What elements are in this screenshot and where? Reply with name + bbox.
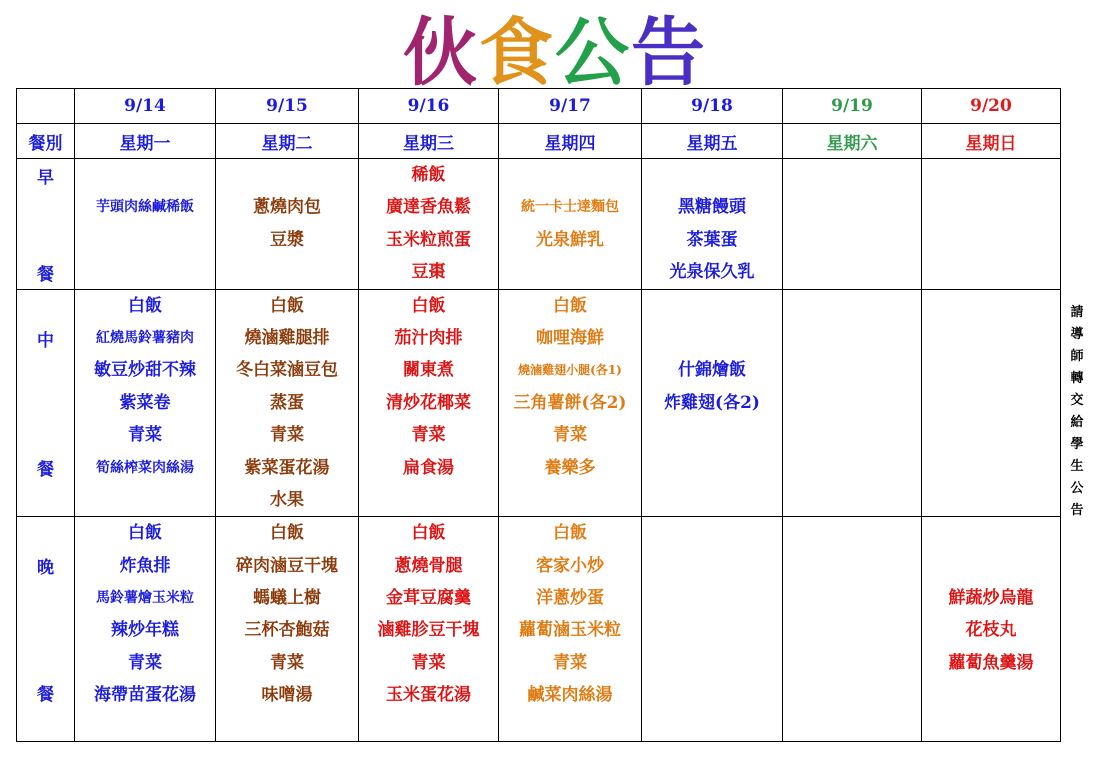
menu-item: 青菜 bbox=[553, 425, 587, 446]
lunch-sat bbox=[783, 289, 922, 517]
title-char-3: 公 bbox=[555, 10, 631, 96]
menu-item bbox=[75, 159, 215, 191]
menu-item: 青菜 bbox=[270, 425, 304, 446]
breakfast-fri bbox=[642, 159, 783, 290]
weekday-fri: 星期五 bbox=[642, 124, 783, 159]
menu-item bbox=[216, 159, 358, 191]
menu-item bbox=[75, 256, 215, 288]
side-note-char: 交 bbox=[1070, 393, 1084, 408]
menu-item: 扁食湯 bbox=[403, 457, 454, 478]
weekday-wed: 星期三 bbox=[359, 124, 499, 159]
menu-item bbox=[922, 550, 1060, 582]
menu-item bbox=[642, 452, 782, 484]
menu-item: 白飯 bbox=[553, 295, 587, 316]
date-mon: 9/14 bbox=[75, 89, 216, 124]
lunch-wed bbox=[359, 289, 499, 517]
menu-item bbox=[499, 159, 641, 191]
date-row bbox=[17, 89, 1061, 124]
menu-item: 玉米粒煎蛋 bbox=[386, 229, 471, 250]
breakfast-wed bbox=[359, 159, 499, 290]
menu-item: 紫菜蛋花湯 bbox=[244, 457, 330, 478]
menu-item: 洋蔥炒蛋 bbox=[536, 588, 604, 609]
page-title bbox=[385, 8, 725, 98]
weekday-row bbox=[17, 124, 1061, 159]
weekday-sat: 星期六 bbox=[783, 124, 922, 159]
dinner-thu bbox=[499, 517, 642, 742]
menu-item: 白飯 bbox=[128, 295, 162, 316]
menu-item: 光泉鮮乳 bbox=[536, 229, 604, 250]
breakfast-mon bbox=[75, 159, 216, 290]
menu-item bbox=[499, 484, 641, 516]
breakfast-sun bbox=[922, 159, 1061, 290]
menu-item: 蔥燒肉包 bbox=[253, 197, 321, 218]
menu-item: 白飯 bbox=[128, 523, 162, 544]
weekday-thu: 星期四 bbox=[499, 124, 642, 159]
lunch-mon bbox=[75, 289, 216, 517]
side-note-char: 導 bbox=[1070, 327, 1084, 342]
breakfast-row bbox=[17, 159, 1061, 290]
side-note-char: 生 bbox=[1070, 459, 1084, 474]
lunch-sun bbox=[922, 289, 1061, 517]
menu-item: 敏豆炒甜不辣 bbox=[94, 360, 196, 381]
dinner-label bbox=[17, 517, 75, 742]
menu-item: 青菜 bbox=[128, 652, 162, 673]
menu-item: 辣炒年糕 bbox=[111, 620, 179, 641]
side-note-char: 學 bbox=[1070, 437, 1084, 452]
menu-item: 玉米蛋花湯 bbox=[386, 685, 471, 706]
menu-item bbox=[642, 484, 782, 516]
menu-item: 水果 bbox=[270, 489, 304, 510]
dinner-fri bbox=[642, 517, 783, 742]
menu-item: 冬白菜滷豆包 bbox=[236, 360, 338, 381]
breakfast-tue bbox=[216, 159, 359, 290]
menu-item: 海帶苗蛋花湯 bbox=[94, 685, 196, 706]
date-thu: 9/17 bbox=[499, 89, 642, 124]
menu-item bbox=[642, 419, 782, 451]
lunch-label-top: 中 bbox=[37, 330, 54, 351]
lunch-label bbox=[17, 289, 75, 517]
menu-item: 青菜 bbox=[411, 425, 446, 446]
menu-item: 螞蟻上樹 bbox=[253, 588, 321, 609]
menu-item bbox=[216, 256, 358, 288]
meal-type-label: 餐別 bbox=[17, 124, 75, 159]
side-note-char: 公 bbox=[1070, 481, 1084, 496]
menu-item: 白飯 bbox=[553, 523, 587, 544]
menu-item: 碎肉滷豆干塊 bbox=[236, 555, 338, 576]
dinner-sun bbox=[922, 517, 1061, 742]
menu-item: 青菜 bbox=[270, 652, 304, 673]
menu-item: 味噌湯 bbox=[261, 685, 313, 706]
lunch-thu bbox=[499, 289, 642, 517]
side-note-char: 給 bbox=[1070, 415, 1084, 430]
menu-item: 青菜 bbox=[553, 652, 587, 673]
date-sun: 9/20 bbox=[922, 89, 1061, 124]
breakfast-thu bbox=[499, 159, 642, 290]
menu-item: 茄汁肉排 bbox=[394, 327, 463, 348]
menu-item: 金茸豆腐羹 bbox=[386, 588, 471, 609]
menu-item: 鮮蔬炒烏龍 bbox=[948, 588, 1034, 609]
lunch-label-bottom: 餐 bbox=[37, 460, 54, 481]
date-sat: 9/19 bbox=[783, 89, 922, 124]
menu-item: 鹹菜肉絲湯 bbox=[527, 685, 613, 706]
menu-item: 豆漿 bbox=[270, 229, 304, 250]
dinner-tue bbox=[216, 517, 359, 742]
menu-item: 炸魚排 bbox=[119, 555, 171, 576]
menu-item: 豆棗 bbox=[411, 262, 446, 283]
menu-item: 清炒花椰菜 bbox=[386, 392, 471, 413]
menu-item: 燒滷雞翅小腿(各1) bbox=[518, 363, 622, 378]
menu-item: 黑糖饅頭 bbox=[678, 197, 746, 218]
side-note-char: 請 bbox=[1070, 305, 1084, 320]
menu-item: 白飯 bbox=[411, 295, 446, 316]
menu-item bbox=[359, 484, 498, 516]
menu-item bbox=[499, 256, 641, 288]
dinner-label-bottom: 餐 bbox=[37, 685, 54, 706]
side-note-char: 告 bbox=[1070, 503, 1084, 518]
menu-item: 統一卡士達麵包 bbox=[521, 199, 619, 216]
corner-cell bbox=[17, 89, 75, 124]
menu-item: 滷雞胗豆干塊 bbox=[377, 620, 480, 641]
menu-item: 馬鈴薯燴玉米粒 bbox=[96, 590, 194, 607]
lunch-fri bbox=[642, 289, 783, 517]
menu-item bbox=[922, 679, 1060, 711]
dinner-mon bbox=[75, 517, 216, 742]
breakfast-label bbox=[17, 159, 75, 290]
menu-item: 炸雞翅(各2) bbox=[664, 392, 760, 413]
title-char-4: 告 bbox=[631, 10, 707, 96]
menu-item: 客家小炒 bbox=[536, 555, 604, 576]
title-char-2: 食 bbox=[479, 10, 555, 96]
weekday-sun: 星期日 bbox=[922, 124, 1061, 159]
breakfast-label-bottom: 餐 bbox=[37, 264, 54, 285]
menu-item: 白飯 bbox=[270, 295, 304, 316]
menu-item: 白飯 bbox=[270, 523, 304, 544]
weekday-tue: 星期二 bbox=[216, 124, 359, 159]
dinner-row bbox=[17, 517, 1061, 742]
menu-item: 蘿蔔滷玉米粒 bbox=[519, 620, 621, 641]
date-fri: 9/18 bbox=[642, 89, 783, 124]
menu-item bbox=[75, 224, 215, 256]
title-char-1: 伙 bbox=[403, 10, 479, 96]
dinner-sat bbox=[783, 517, 922, 742]
menu-item: 三杯杏鮑菇 bbox=[244, 620, 330, 641]
menu-item: 光泉保久乳 bbox=[669, 262, 755, 283]
dinner-wed bbox=[359, 517, 499, 742]
menu-item: 關東煮 bbox=[403, 360, 454, 381]
menu-table bbox=[16, 88, 1061, 742]
menu-item bbox=[922, 517, 1060, 549]
menu-item bbox=[642, 322, 782, 354]
menu-item: 筍絲榨菜肉絲湯 bbox=[96, 459, 194, 476]
lunch-row bbox=[17, 289, 1061, 517]
menu-item: 稀飯 bbox=[411, 165, 446, 185]
menu-item: 茶葉蛋 bbox=[686, 229, 738, 250]
menu-item: 花枝丸 bbox=[965, 620, 1017, 641]
date-tue: 9/15 bbox=[216, 89, 359, 124]
menu-item: 青菜 bbox=[411, 652, 446, 673]
breakfast-label-top: 早 bbox=[37, 168, 54, 188]
side-note bbox=[1066, 302, 1088, 522]
menu-item: 什錦燴飯 bbox=[678, 360, 746, 381]
side-note-char: 轉 bbox=[1070, 371, 1084, 386]
menu-item: 養樂多 bbox=[544, 457, 596, 478]
menu-item bbox=[75, 484, 215, 516]
menu-item: 芋頭肉絲鹹稀飯 bbox=[96, 199, 194, 216]
menu-item: 蒸蛋 bbox=[270, 392, 304, 413]
menu-item: 蘿蔔魚羹湯 bbox=[948, 652, 1034, 673]
menu-item: 紫菜卷 bbox=[119, 392, 171, 413]
menu-item: 紅燒馬鈴薯豬肉 bbox=[96, 329, 194, 346]
menu-item: 廣達香魚鬆 bbox=[386, 197, 471, 218]
menu-item: 三角薯餅(各2) bbox=[513, 392, 627, 413]
menu-item: 蔥燒骨腿 bbox=[394, 555, 463, 576]
menu-item: 青菜 bbox=[128, 425, 162, 446]
menu-item: 燒滷雞腿排 bbox=[244, 327, 330, 348]
date-wed: 9/16 bbox=[359, 89, 499, 124]
side-note-char: 師 bbox=[1070, 349, 1084, 364]
menu-item bbox=[642, 159, 782, 191]
weekday-mon: 星期一 bbox=[75, 124, 216, 159]
breakfast-sat bbox=[783, 159, 922, 290]
dinner-label-top: 晚 bbox=[37, 558, 54, 579]
menu-item: 白飯 bbox=[411, 523, 446, 544]
lunch-tue bbox=[216, 289, 359, 517]
menu-item bbox=[642, 290, 782, 322]
menu-item: 咖哩海鮮 bbox=[536, 327, 604, 348]
